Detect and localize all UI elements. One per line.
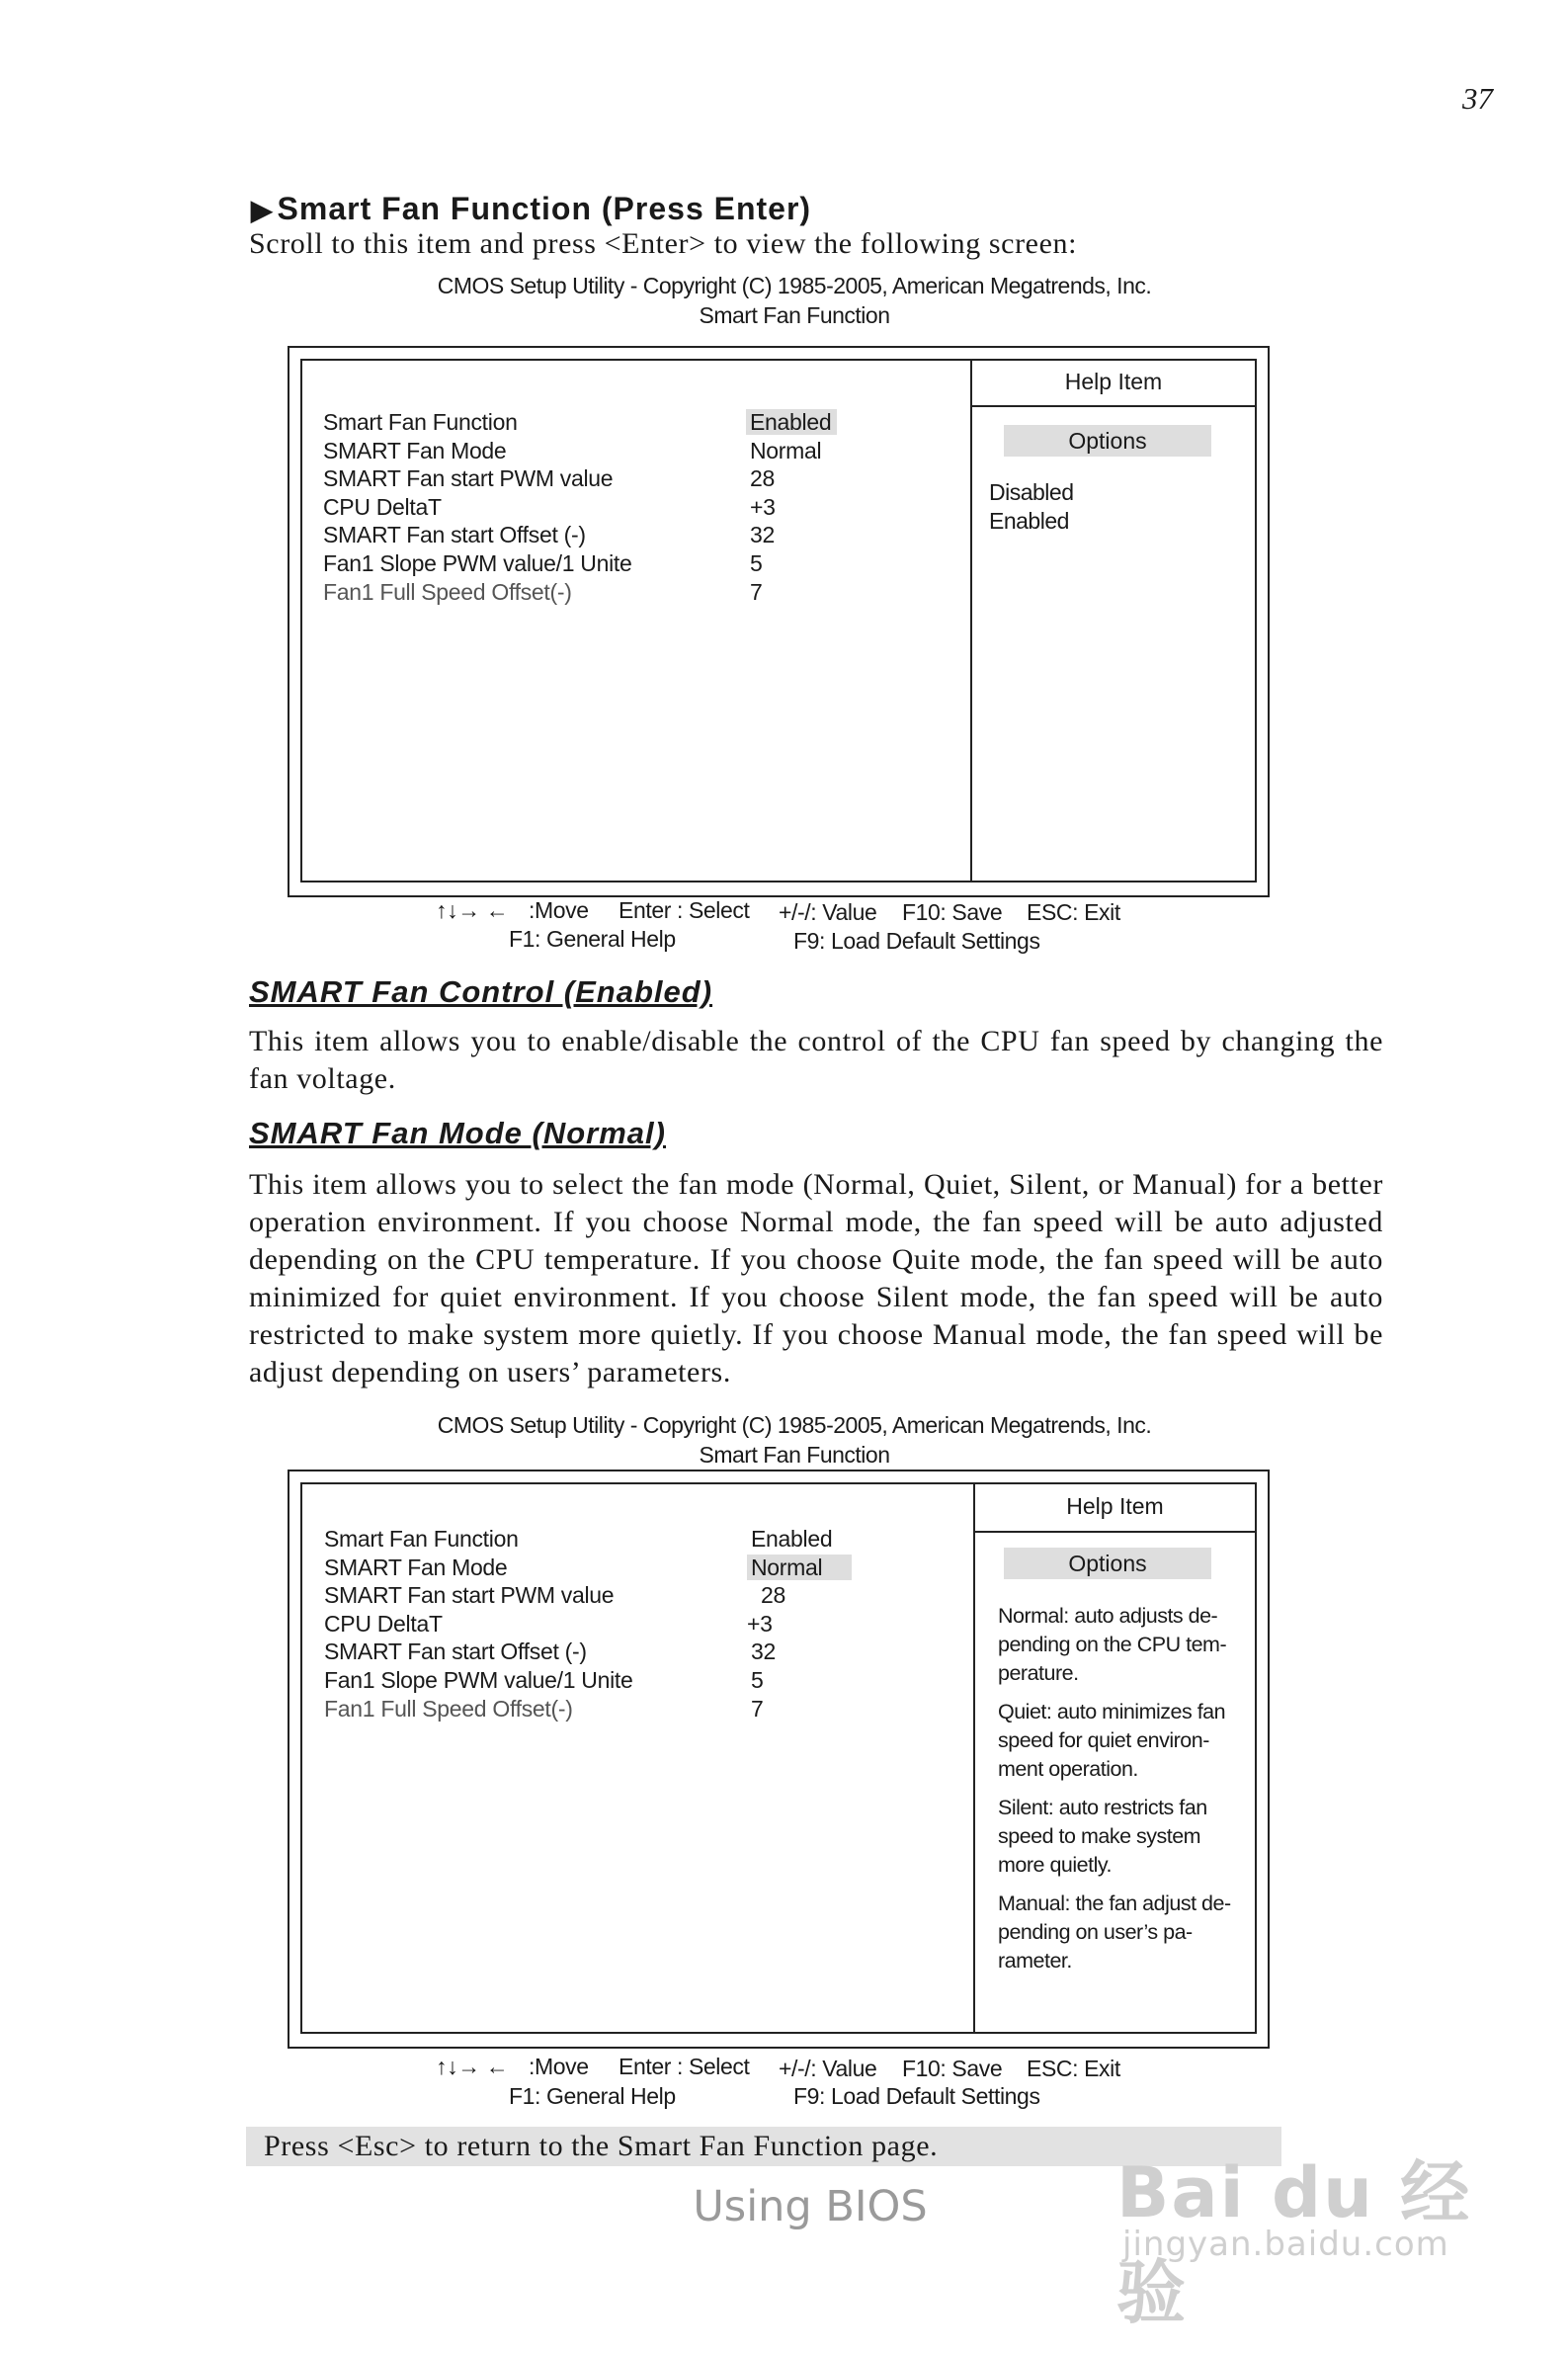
options-label: Options xyxy=(1004,1548,1211,1579)
item-start-offset[interactable]: SMART Fan start Offset (-) xyxy=(323,522,586,548)
setup-values xyxy=(747,1525,852,1723)
value-start-pwm[interactable]: 28 xyxy=(761,1582,785,1609)
triangle-right-icon: ▶ xyxy=(251,195,274,225)
nav-help-1: F1: General Help xyxy=(509,926,676,952)
setup-items xyxy=(324,1525,632,1723)
help-silent: Silent: auto restricts fan speed to make system more quietly. xyxy=(998,1796,1207,1877)
section-title: Smart Fan Function (Press Enter) xyxy=(277,191,812,226)
value-fan1-slope[interactable]: 5 xyxy=(750,549,763,576)
screen1-caption-line2: Smart Fan Function xyxy=(699,302,890,328)
nav-help-2: F1: General Help xyxy=(509,2083,676,2109)
nav-arrows-1: ↑↓→ ← xyxy=(436,897,509,923)
item-cpu-deltat[interactable]: CPU DeltaT xyxy=(324,1610,443,1637)
help-mode-descriptions xyxy=(998,1602,1231,1985)
value-cpu-deltat[interactable]: +3 xyxy=(747,1610,773,1637)
screen1-caption-line1: CMOS Setup Utility - Copyright (C) 1985-2005, American Megatrends, Inc. xyxy=(437,273,1152,298)
setup-items xyxy=(323,408,631,606)
help-quiet: Quiet: auto minimizes fan speed for quiet environ- ment operation. xyxy=(998,1700,1226,1781)
intro-text: Scroll to this item and press <Enter> to view the following screen: xyxy=(249,227,1078,260)
esc-return-note: Press <Esc> to return to the Smart Fan Function page. xyxy=(246,2127,1281,2166)
help-item-title: Help Item xyxy=(975,1482,1255,1533)
item-cpu-deltat[interactable]: CPU DeltaT xyxy=(323,493,442,520)
value-start-offset[interactable]: 32 xyxy=(750,522,775,548)
item-smart-fan-function[interactable]: Smart Fan Function xyxy=(323,409,518,435)
footer-title: Using BIOS xyxy=(693,2182,928,2231)
value-fan1-full-speed-offset: 7 xyxy=(750,578,763,605)
item-fan1-slope[interactable]: Fan1 Slope PWM value/1 Unite xyxy=(324,1666,633,1693)
value-start-offset[interactable]: 32 xyxy=(751,1639,776,1665)
item-fan1-slope[interactable]: Fan1 Slope PWM value/1 Unite xyxy=(323,549,632,576)
item-fan1-full-speed-offset: Fan1 Full Speed Offset(-) xyxy=(324,1695,573,1722)
value-cpu-deltat[interactable]: +3 xyxy=(750,493,776,520)
value-smart-fan-function[interactable]: Enabled xyxy=(746,409,837,435)
nav-arrows-2: ↑↓→ ← xyxy=(436,2054,509,2079)
item-smart-fan-function[interactable]: Smart Fan Function xyxy=(324,1526,519,1552)
value-smart-fan-mode[interactable]: Normal xyxy=(750,437,822,463)
item-start-offset[interactable]: SMART Fan start Offset (-) xyxy=(324,1639,587,1665)
smart-fan-mode-heading: SMART Fan Mode (Normal) xyxy=(249,1116,666,1150)
nav-save-2: F10: Save xyxy=(902,2056,1003,2081)
help-item-title: Help Item xyxy=(972,359,1255,407)
value-smart-fan-function[interactable]: Enabled xyxy=(751,1526,833,1552)
options-label: Options xyxy=(1004,425,1211,457)
nav-select-1: Enter : Select xyxy=(619,897,750,923)
nav-move-2: :Move xyxy=(529,2054,589,2079)
watermark xyxy=(1116,2120,1472,2333)
nav-save-1: F10: Save xyxy=(902,899,1003,925)
nav-value-2: +/-/: Value xyxy=(779,2056,877,2081)
help-option-disabled: Disabled xyxy=(989,479,1074,505)
nav-select-2: Enter : Select xyxy=(619,2054,750,2079)
smart-fan-control-heading: SMART Fan Control (Enabled) xyxy=(249,974,713,1009)
value-fan1-full-speed-offset: 7 xyxy=(751,1695,764,1722)
smart-fan-control-text: This item allows you to enable/disable the control of the CPU fan speed by changing the fan voltage. xyxy=(249,1025,1383,1095)
watermark-url: jingyan.baidu.com xyxy=(1122,2225,1449,2264)
item-smart-fan-mode[interactable]: SMART Fan Mode xyxy=(324,1554,508,1580)
nav-exit-2: ESC: Exit xyxy=(1027,2056,1120,2081)
value-start-pwm[interactable]: 28 xyxy=(750,465,775,492)
page-number: 37 xyxy=(1462,81,1493,116)
screen2-caption-line1: CMOS Setup Utility - Copyright (C) 1985-2005, American Megatrends, Inc. xyxy=(437,1412,1152,1438)
help-option-enabled: Enabled xyxy=(989,508,1069,534)
nav-defaults-1: F9: Load Default Settings xyxy=(793,928,1040,954)
nav-value-1: +/-/: Value xyxy=(779,899,877,925)
screen2-caption-line2: Smart Fan Function xyxy=(699,1442,890,1468)
section-heading xyxy=(251,191,811,227)
nav-exit-1: ESC: Exit xyxy=(1027,899,1120,925)
nav-defaults-2: F9: Load Default Settings xyxy=(793,2083,1040,2109)
item-fan1-full-speed-offset: Fan1 Full Speed Offset(-) xyxy=(323,578,572,605)
value-smart-fan-mode[interactable]: Normal xyxy=(747,1555,852,1580)
value-fan1-slope[interactable]: 5 xyxy=(751,1666,764,1693)
nav-move-1: :Move xyxy=(529,897,589,923)
smart-fan-mode-text: This item allows you to select the fan mode (Normal, Quiet, Silent, or Manual) for a better operation environment. If you choose Normal mode, the fan speed will be auto adjusted depending on the CPU temperature. If you choose Quite mode, the fan speed will be auto minimized for quiet environment. If you choose Silent mode, the fan speed will be auto restricted to make system more quietly. If you choose Manual mode, the fan speed will be adjust depending on users’ parameters. xyxy=(249,1168,1383,1388)
item-smart-fan-mode[interactable]: SMART Fan Mode xyxy=(323,437,507,463)
item-start-pwm-value[interactable]: SMART Fan start PWM value xyxy=(324,1582,615,1609)
setup-values xyxy=(750,408,837,606)
item-start-pwm-value[interactable]: SMART Fan start PWM value xyxy=(323,465,614,492)
help-options-list xyxy=(989,478,1074,536)
help-manual: Manual: the fan adjust de- pending on user’s pa- rameter. xyxy=(998,1891,1231,1973)
watermark-logo: Bai du 经验 xyxy=(1116,2152,1472,2333)
help-normal: Normal: auto adjusts de- pending on the CPU tem- perature. xyxy=(998,1604,1227,1685)
